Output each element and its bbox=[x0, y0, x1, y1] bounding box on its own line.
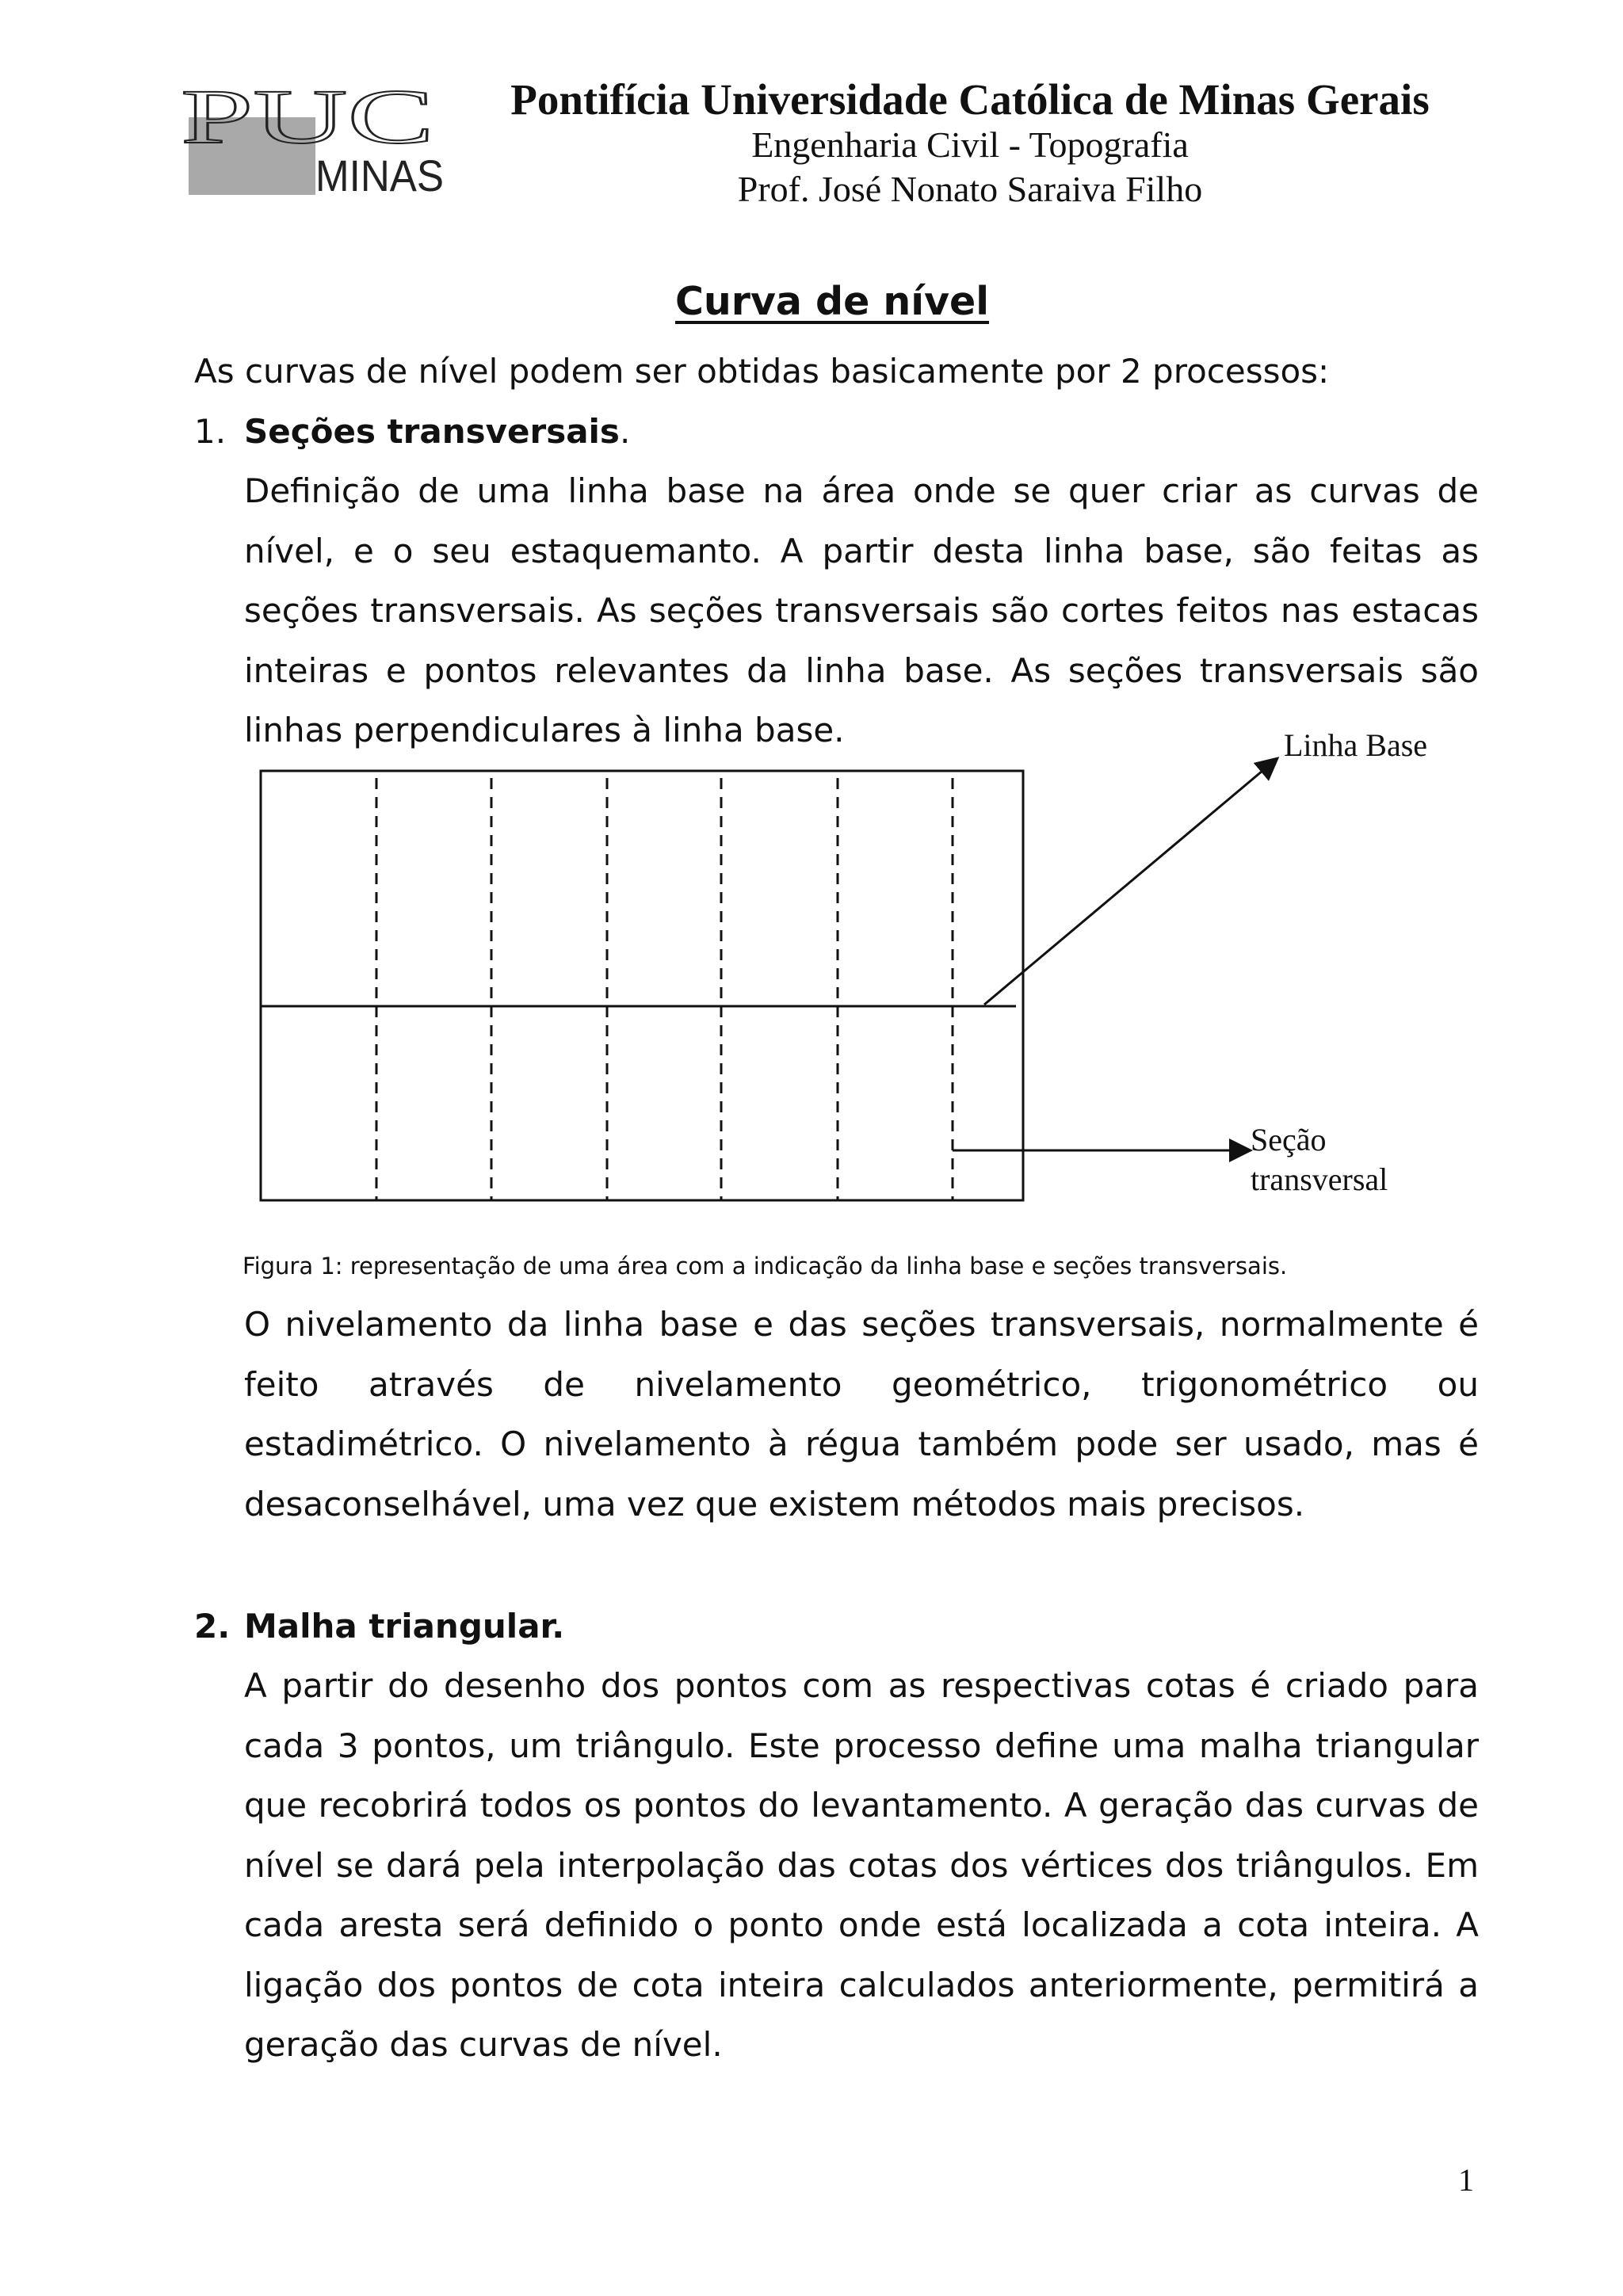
page-number: 1 bbox=[1458, 2162, 1474, 2198]
university-name: Pontifícia Universidade Católica de Minas Gerais bbox=[510, 75, 1430, 124]
section2-number: 2. bbox=[194, 1607, 231, 1646]
base-line-arrow bbox=[984, 758, 1277, 1005]
section2-heading: Malha triangular. bbox=[244, 1607, 565, 1646]
label-linha-base: Linha Base bbox=[1284, 727, 1428, 763]
figure-caption: Figura 1: representação de uma área com a indicação da linha base e seções transversais. bbox=[242, 1253, 1288, 1280]
svg-text:PUC: PUC bbox=[181, 78, 434, 160]
section1-paragraph2: O nivelamento da linha base e das seções transversais, normalmente é feito através de nivelamento geométrico, trigonométrico ou estadimétrico. O nivelamento à régua também pode ser usado, mas é desaconselhável, uma vez que existem métodos mais precisos. bbox=[244, 1305, 1479, 1524]
label-secao-line2: transversal bbox=[1251, 1161, 1388, 1197]
section2-paragraph: A partir do desenho dos pontos com as respectivas cotas é criado para cada 3 pontos, um triângulo. Este processo define uma malha triangular que recobrirá todos os pontos do levantamento. A geração das curvas de nível se dará pela interpolação das cotas dos vértices dos triângulos. Em cada aresta será definido o ponto onde está localizada a cota inteira. A ligação dos pontos de cota inteira calculados anteriormente, permitirá a geração das curvas de nível. bbox=[244, 1666, 1479, 2064]
professor-name: Prof. José Nonato Saraiva Filho bbox=[737, 169, 1203, 209]
section1-paragraph: Definição de uma linha base na área onde se quer criar as curvas de nível, e o seu estaquemanto. A partir desta linha base, são feitas as seções transversais. As seções transversais são cortes feitos nas estacas inteiras e pontos relevantes da linha base. As seções transversais são linhas perpendiculares à linha base. bbox=[244, 471, 1479, 749]
intro-text: As curvas de nível podem ser obtidas basicamente por 2 processos: bbox=[194, 352, 1330, 391]
section1-heading-suffix: . bbox=[619, 412, 631, 451]
section1-heading-text: Seções transversais bbox=[244, 412, 620, 451]
svg-text:MINAS: MINAS bbox=[315, 151, 444, 195]
label-secao-line1: Seção bbox=[1251, 1122, 1327, 1158]
page-title: Curva de nível bbox=[674, 279, 990, 324]
area-outline bbox=[261, 771, 1023, 1200]
course-name: Engenharia Civil - Topografia bbox=[751, 124, 1189, 165]
section1-number: 1. bbox=[194, 412, 227, 451]
